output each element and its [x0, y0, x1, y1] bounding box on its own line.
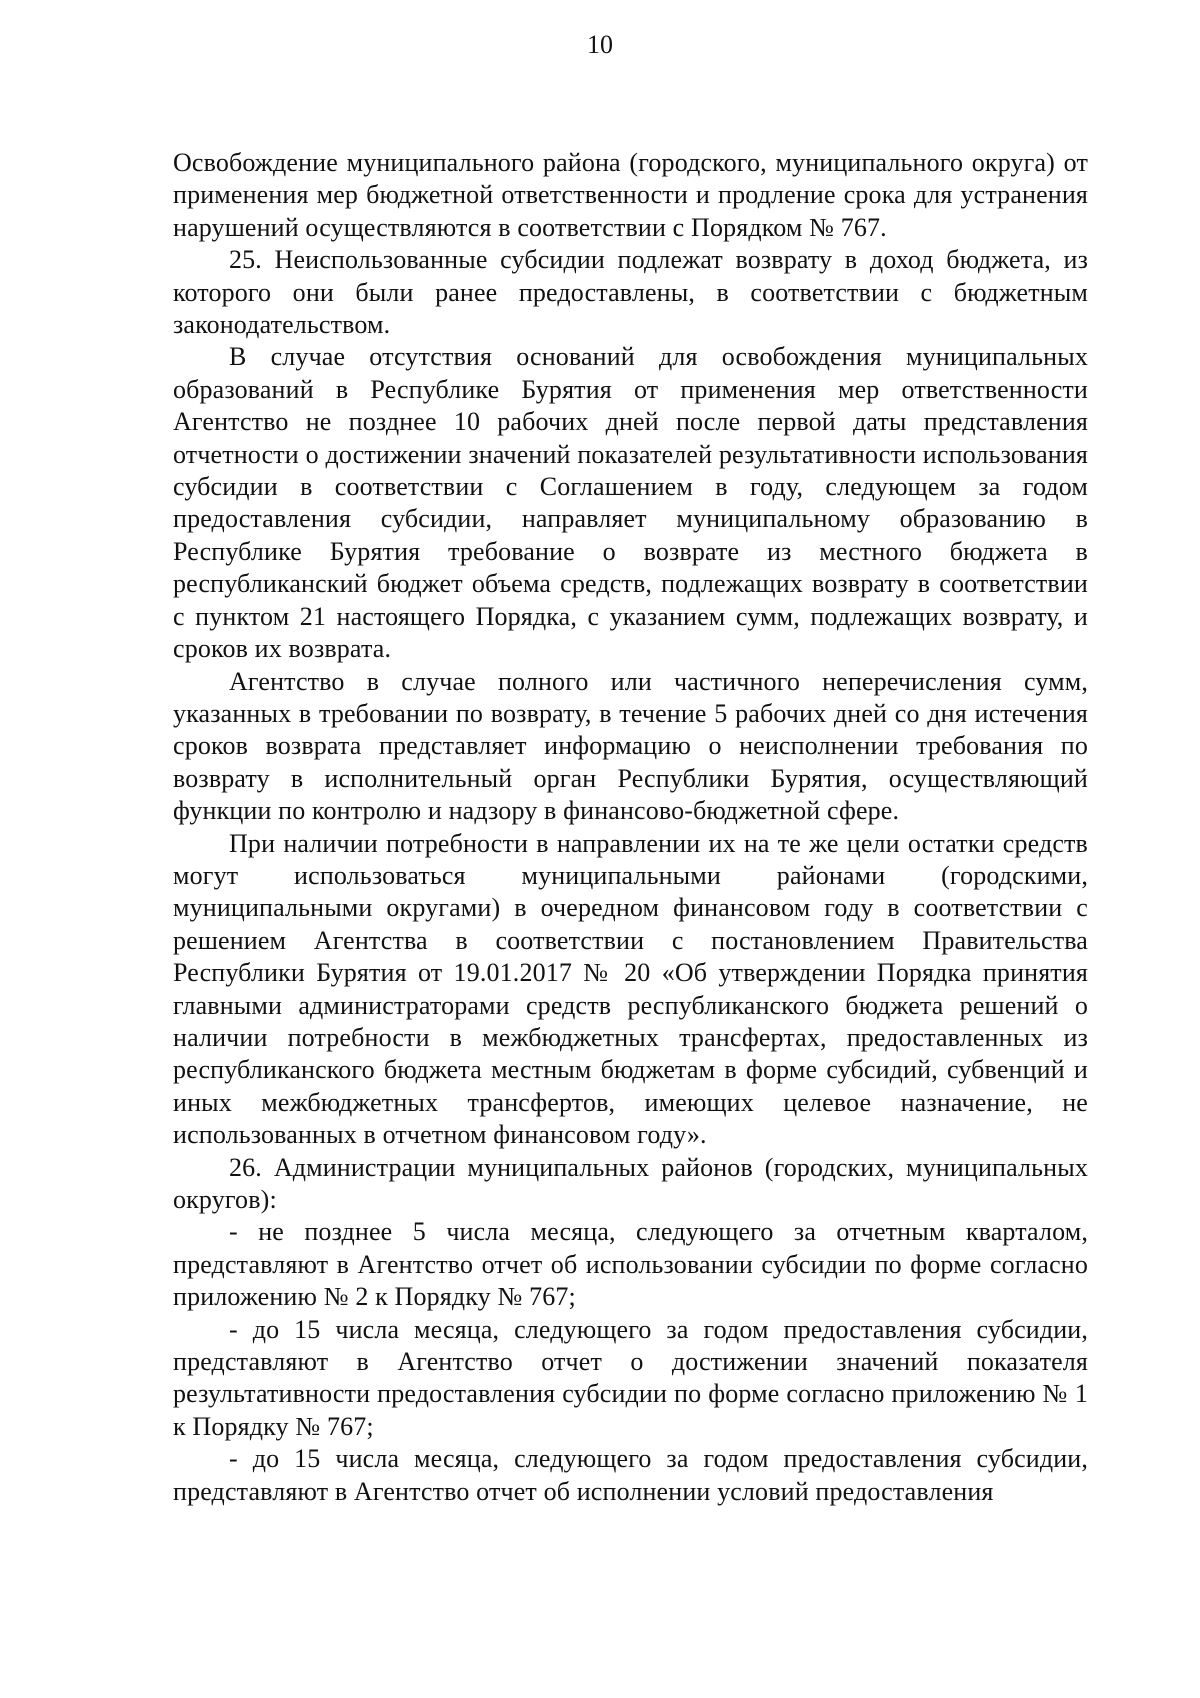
paragraph-continuation: Освобождение муниципального района (городского, муниципального округа) от применения мер бюджетной ответственности и продление срока для устранения нарушений осуществляются в соответствии с Порядком № 767. — [173, 148, 1088, 242]
paragraph-refund-requirement: В случае отсутствия оснований для освобождения муниципальных образований в Республике Бурятия от применения мер ответственности Агентство не позднее 10 рабочих дней после первой даты представления отчетности о достижении значений показателей результативности использования субсидии в соответствии с Соглашением в году, следующем за годом предоставления субсидии, направляет муниципальному образованию в Республике Бурятия требование о возврате из местного бюджета в республиканский бюджет объема средств, подлежащих возврату в соответствии с пунктом 21 настоящего Порядка, с указанием сумм, подлежащих возврату, и сроков их возврата. — [173, 342, 1088, 664]
paragraph-non-transfer: Агентство в случае полного или частичного неперечисления сумм, указанных в требовании по возврату, в течение 5 рабочих дней со дня истечения сроков возврата представляет информацию о неисполнении требования по возврату в исполнительный орган Республики Бурятия, осуществляющий функции по контролю и надзору в финансово-бюджетной сфере. — [173, 666, 1088, 826]
paragraph-item-25: 25. Неиспользованные субсидии подлежат возврату в доход бюджета, из которого они были ранее предоставлены, в соответствии с бюджетным законодательством. — [173, 245, 1088, 340]
list-item: - до 15 числа месяца, следующего за годом предоставления субсидии, представляют в Агентство отчет об исполнении условий предоставления — [173, 1444, 1088, 1506]
page-number: 10 — [587, 30, 613, 59]
list-item: - не позднее 5 числа месяца, следующего за отчетным кварталом, представляют в Агентство отчет об использовании субсидии по форме согласно приложению № 2 к Порядку № 767; — [173, 1217, 1088, 1312]
paragraph-remaining-funds: При наличии потребности в направлении их на те же цели остатки средств могут использоваться муниципальными районами (городскими, муниципальными округами) в очередном финансовом году в соответствии с решением Агентства в соответствии с постановлением Правительства Республики Бурятия от 19.01.2017 № 20 «Об утверждении Порядка принятия главными администраторами средств республиканского бюджета решений о наличии потребности в межбюджетных трансфертах, предоставленных из республиканского бюджета местным бюджетам в форме субсидий, субвенций и иных межбюджетных трансфертов, имеющих целевое назначение, не использованных в отчетном финансовом году». — [173, 828, 1088, 1150]
paragraph-item-26: 26. Администрации муниципальных районов (городских, муниципальных округов): — [173, 1152, 1088, 1214]
list-item: - до 15 числа месяца, следующего за годом предоставления субсидии, представляют в Агентство отчет о достижении значений показателя результативности предоставления субсидии по форме согласно приложению № 1 к Порядку № 767; — [173, 1314, 1088, 1441]
document-body — [173, 147, 1088, 1508]
